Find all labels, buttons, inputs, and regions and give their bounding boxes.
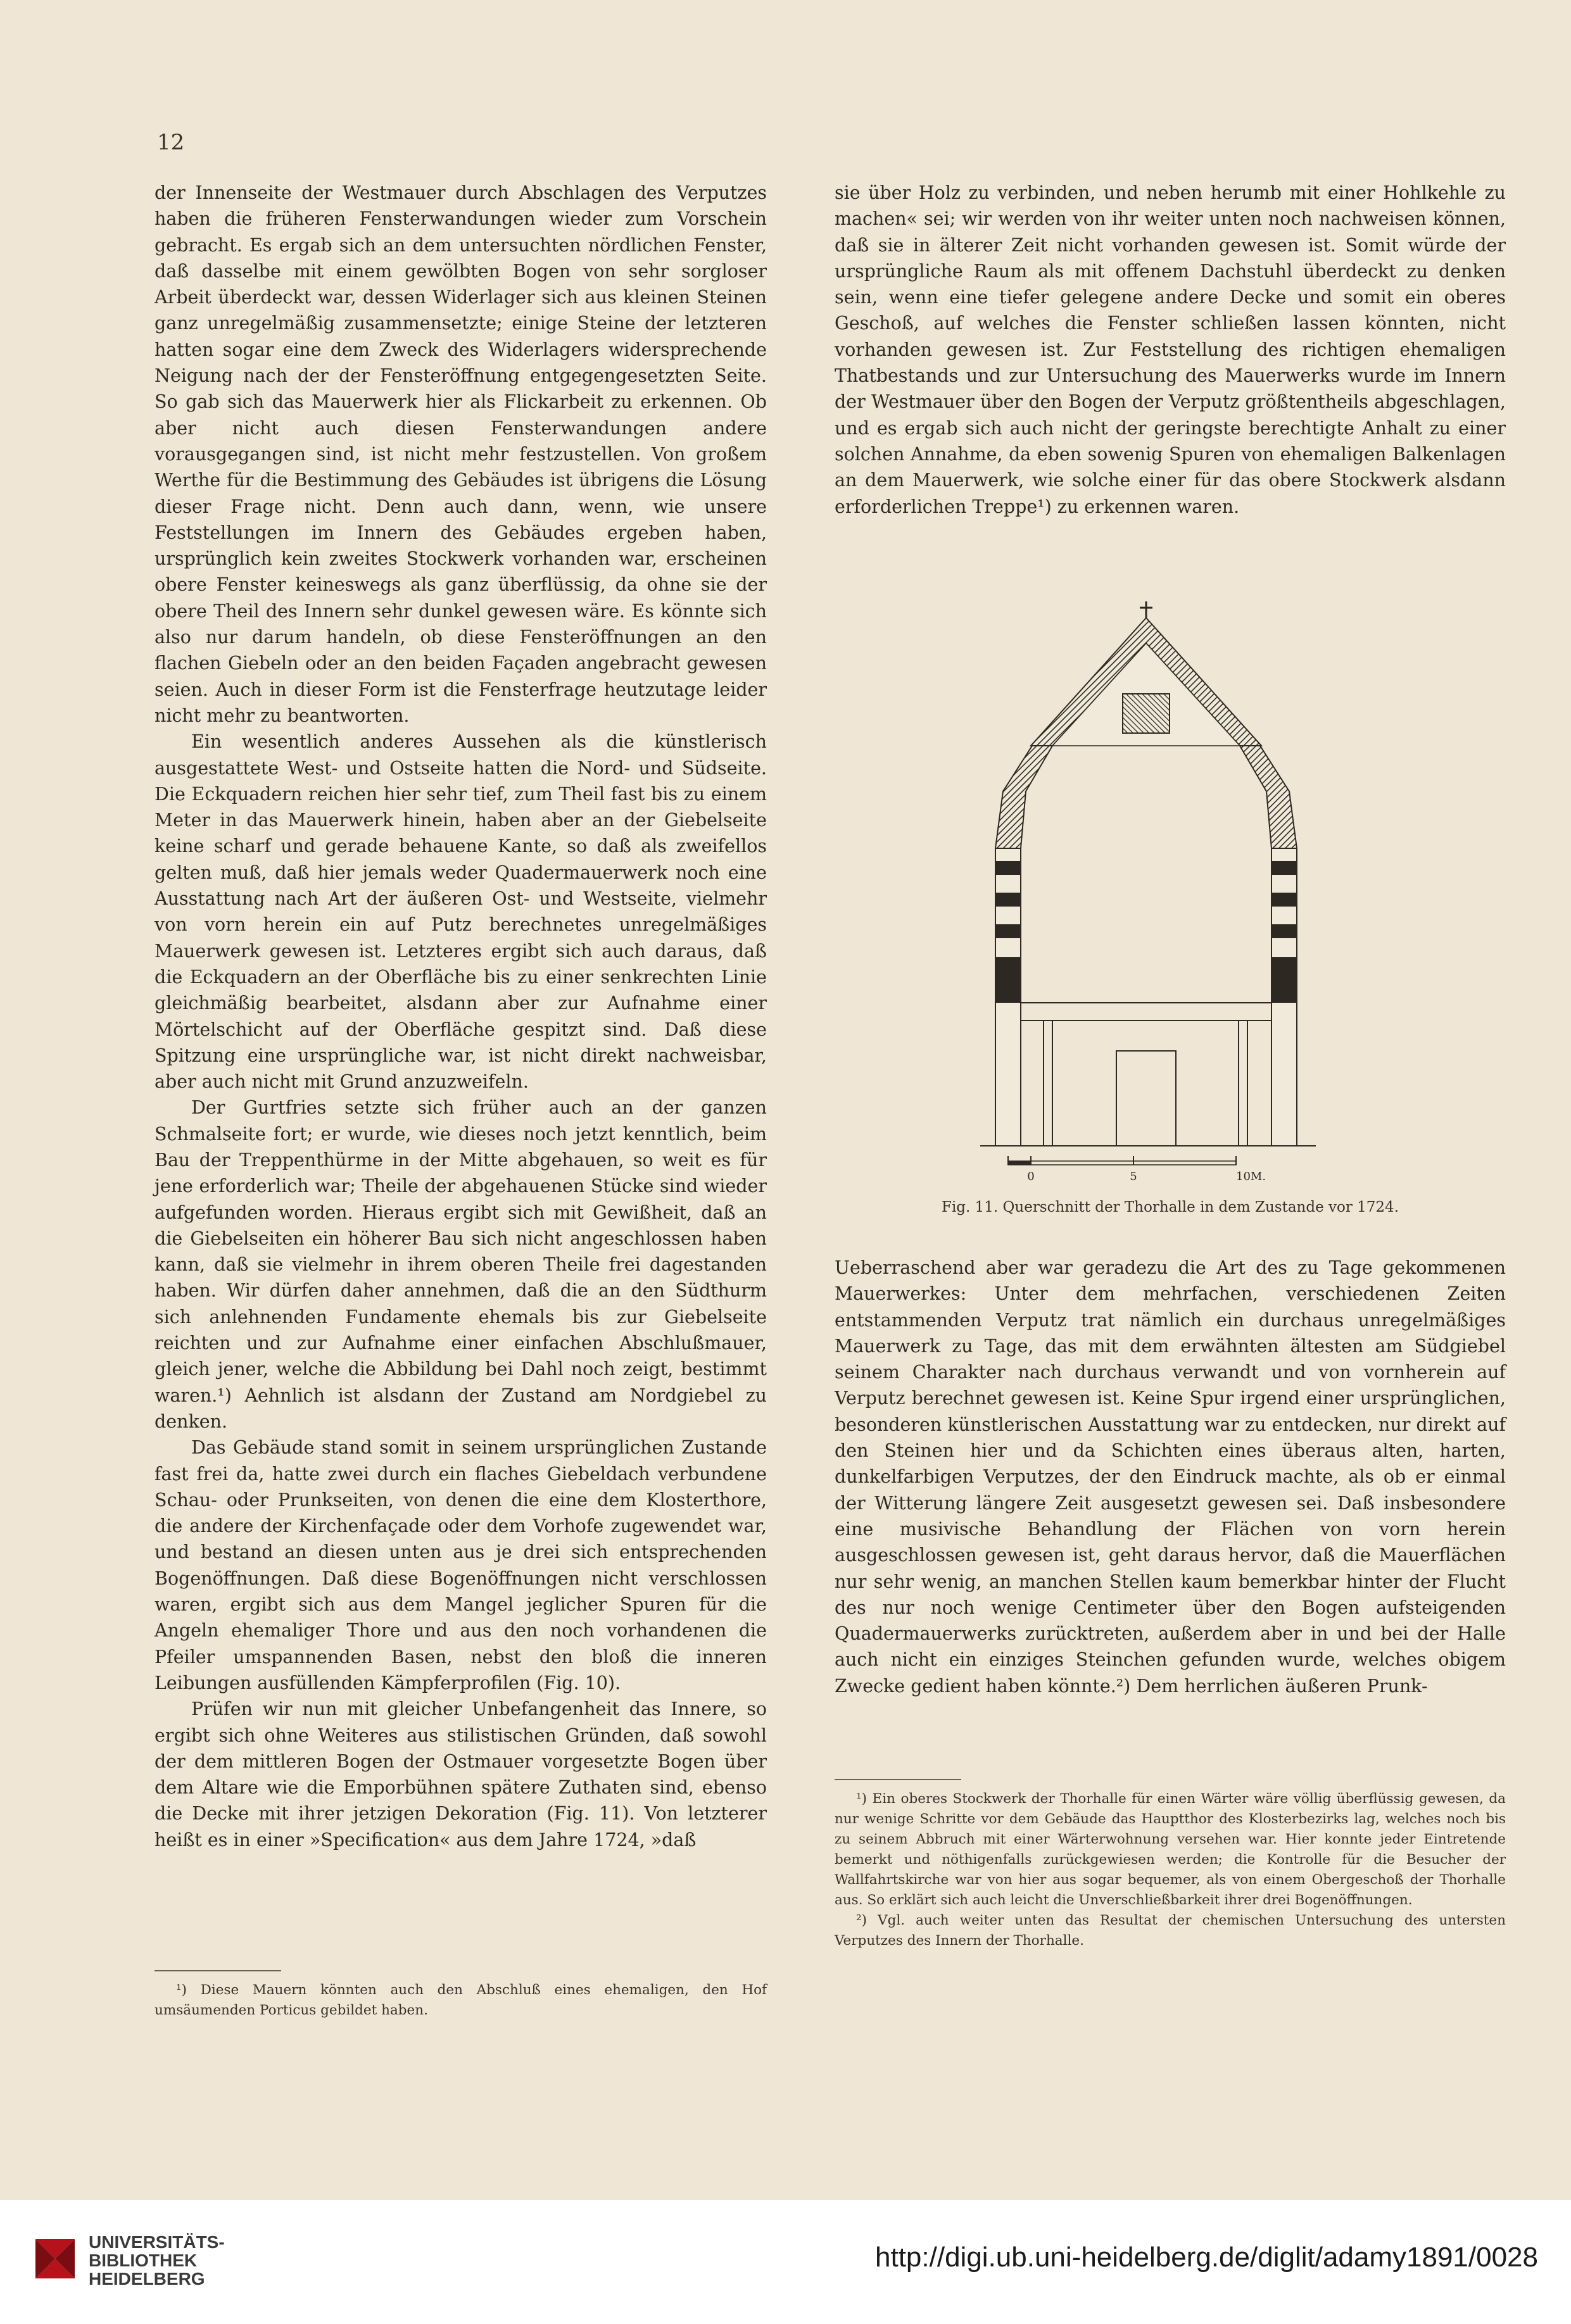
interior-elevation bbox=[980, 1003, 1316, 1146]
footnote-rule bbox=[155, 1970, 281, 1971]
footnote: ¹) Ein oberes Stockwerk der Thorhalle für einen Wärter wäre völlig überflüssig gewesen, da nur wenige Schritte vor dem Gebäude das Hauptthor des Klosterbezirks lag, welches noch bis zu seinem Abbruch mit einer Wärterwohnung versehen war. Hier konnte jeder Eintretende bemerkt und nöthigenfalls zurückgewiesen werden; die Kontrolle für die Besucher der Wallfahrtskirche war von hier aus sogar bequemer, als von einem Obergeschoß der Thorhalle aus. So erklärt sich auch leicht die Unverschließbarkeit ihrer drei Bogenöffnungen. bbox=[835, 1791, 1506, 1908]
scale-label: 10M. bbox=[1236, 1170, 1266, 1183]
right-wall bbox=[1271, 848, 1297, 1146]
library-name: UNIVERSITÄTS- BIBLIOTHEK HEIDELBERG bbox=[89, 2232, 225, 2289]
left-wall bbox=[995, 848, 1021, 1146]
cross-icon bbox=[1140, 601, 1152, 618]
right-footnotes bbox=[835, 1789, 1506, 1951]
left-footnote bbox=[155, 1980, 767, 2021]
scale-bar bbox=[1008, 1156, 1266, 1183]
scale-label: 0 bbox=[1027, 1170, 1035, 1183]
paragraph: der Innenseite der Westmauer durch Abschlagen des Verputzes haben die früheren Fensterwandungen wieder zum Vorschein gebracht. Es ergab sich an dem untersuchten nördlichen Fenster, daß dasselbe mit einem gewölbten Bogen von sehr sorgloser Arbeit überdeckt war, dessen Widerlager sich aus kleinen Steinen ganz unregelmäßig zusammensetzte; einige Steine der letzteren hatten sogar eine dem Zweck des Widerlagers widersprechende Neigung nach der der Fensteröffnung entgegengesetzten Seite. So gab sich das Mauerwerk hier als Flickarbeit zu erkennen. Ob aber nicht auch diesen Fensterwandungen andere vorausgegangen sind, ist nicht mehr festzustellen. Von großem Werthe für die Bestimmung des Gebäudes ist übrigens die Lösung dieser Frage nicht. Denn auch dann, wenn, wie unsere Feststellungen im Innern des Gebäudes ergeben haben, ursprünglich kein zweites Stockwerk vorhanden war, erscheinen obere Fenster keineswegs als ganz überflüssig, da ohne sie der obere Theil des Innern sehr dunkel gewesen wäre. Es könnte sich also nur darum handeln, ob diese Fensteröffnungen an den flachen Giebeln oder an den beiden Façaden angebracht gewesen seien. Auch in dieser Form ist die Fensterfrage heutzutage leider nicht mehr zu beantworten. bbox=[155, 182, 767, 726]
footnote-rule bbox=[835, 1779, 961, 1780]
page-number: 12 bbox=[157, 130, 185, 155]
right-column-top bbox=[835, 180, 1506, 520]
scale-label: 5 bbox=[1130, 1170, 1137, 1183]
library-footer bbox=[0, 2200, 1571, 2324]
paragraph: sie über Holz zu verbinden, und neben herumb mit einer Hohlkehle zu machen« sei; wir werden von ihr weiter unten noch nachweisen können, daß sie in älterer Zeit nicht vorhanden gewesen ist. Somit würde der ursprüngliche Raum als mit offenem Dachstuhl überdeckt zu denken sein, wenn eine tiefer gelegene andere Decke und somit ein oberes Geschoß, auf welches die Fenster schließen lassen könnten, nicht vorhanden gewesen ist. Zur Feststellung des richtigen ehemaligen Thatbestands und zur Untersuchung des Mauerwerks wurde im Innern der Westmauer über den Bogen der Verputz größtentheils abgeschlagen, und es ergab sich auch nicht der geringste berechtigte Anhalt zu einer solchen Annahme, da eben sowenig Spuren von ehemaligen Balkenlagen an dem Mauerwerk, wie solche einer für das obere Stockwerk alsdann erforderlichen Treppe¹) zu erkennen waren. bbox=[835, 182, 1506, 517]
source-url-link[interactable]: http://digi.ub.uni-heidelberg.de/diglit/adamy1891/0028 bbox=[875, 2242, 1538, 2273]
paragraph: Der Gurtfries setzte sich früher auch an der ganzen Schmalseite fort; er wurde, wie dieses noch jetzt kenntlich, beim Bau der Treppenthürme in der Mitte abgehauen, so weit es für jene erforderlich war; Theile der abgehauenen Stücke sind wieder aufgefunden worden. Hieraus ergibt sich mit Gewißheit, daß an die Giebelseiten ein höherer Bau sich nicht angeschlossen haben kann, daß sie vielmehr in ihrem oberen Theile frei dagestanden haben. Wir dürfen daher annehmen, daß die an den Südthurm sich anlehnenden Fundamente ehemals bis zur Giebelseite reichten und zur Aufnahme einer einfachen Abschlußmauer, gleich jener, welche die Abbildung bei Dahl noch zeigt, bestimmt waren.¹) Aehnlich ist alsdann der Zustand am Nordgiebel zu denken. bbox=[155, 1097, 767, 1432]
footnote: ²) Vgl. auch weiter unten das Resultat der chemischen Untersuchung des untersten Verputzes des Innern der Thorhalle. bbox=[835, 1913, 1506, 1949]
paragraph: Prüfen wir nun mit gleicher Unbefangenheit das Innere, so ergibt sich ohne Weiteres aus stilistischen Gründen, daß sowohl der dem mittleren Bogen der Ostmauer vorgesetzte Bogen über dem Altare wie die Emporbühnen spätere Zuthaten sind, ebenso die Decke mit ihrer jetzigen Dekoration (Fig. 11). Von letzterer heißt es in einer »Specification« aus dem Jahre 1724, »daß bbox=[155, 1699, 767, 1850]
university-logo-icon bbox=[33, 2237, 77, 2281]
cross-section-figure bbox=[955, 582, 1347, 1190]
paragraph: Das Gebäude stand somit in seinem ursprünglichen Zustande fast frei da, hatte zwei durch ein flaches Giebeldach verbundene Schau- oder Prunkseiten, von denen die eine dem Klosterthore, die andere der Kirchenfaçade oder dem Vorhofe zugewendet war, und bestand an diesen unten aus je drei sich entsprechenden Bogenöffnungen. Daß diese Bogenöffnungen nicht verschlossen waren, ergibt sich aus dem Mangel jeglicher Spuren für die Angeln ehemaliger Thore und aus den noch vorhandenen die Pfeiler umspannenden Basen, nebst den bloß die inneren Leibungen ausfüllenden Kämpferprofilen (Fig. 10). bbox=[155, 1437, 767, 1693]
gable-window bbox=[1123, 694, 1170, 733]
paragraph: Ueberraschend aber war geradezu die Art des zu Tage gekommenen Mauerwerkes: Unter dem mehrfachen, verschiedenen Zeiten entstammenden Verputz trat nämlich ein durchaus unregelmäßiges Mauerwerk zu Tage, das mit dem erwähnten ältesten am Südgiebel seinem Charakter nach durchaus verwandt und von vornherein auf Verputz berechnet gewesen ist. Keine Spur irgend einer ursprünglichen, besonderen künstlerischen Ausstattung war zu entdecken, nur direkt auf den Steinen hier und da Schichten eines überaus alten, harten, dunkelfarbigen Verputzes, der den Eindruck machte, als ob er einmal der Witterung längere Zeit ausgesetzt gewesen sei. Daß insbesondere eine musivische Behandlung der Flächen von vorn herein ausgeschlossen gewesen ist, geht daraus hervor, daß die Mauerflächen nur sehr wenig, an manchen Stellen kaum bemerkbar hinter der Flucht des nur noch wenige Centimeter über den Bogen aufsteigenden Quadermauerwerks zurücktreten, außerdem aber in und bei der Halle auch nicht ein einziges Steinchen gefunden wurde, welches obigem Zwecke gedient haben könnte.²) Dem herrlichen äußeren Prunk- bbox=[835, 1257, 1506, 1697]
right-column-body bbox=[835, 1255, 1506, 1699]
vault-left bbox=[995, 746, 1052, 848]
figure-caption: Fig. 11. Querschnitt der Thorhalle in dem Zustande vor 1724. bbox=[941, 1199, 1399, 1215]
vault-right bbox=[1240, 746, 1297, 848]
footnote: ¹) Diese Mauern könnten auch den Abschluß eines ehemaligen, den Hof umsäumenden Porticus gebildet haben. bbox=[155, 1982, 767, 2018]
paragraph: Ein wesentlich anderes Aussehen als die künstlerisch ausgestattete West- und Ostseite hatten die Nord- und Südseite. Die Eckquadern reichen hier sehr tief, zum Theil fast bis zu einem Meter in das Mauerwerk hinein, haben aber an der Giebelseite keine scharf und gerade behauene Kante, so daß als zweifellos gelten muß, daß hier jemals weder Quadermauerwerk noch eine Ausstattung nach Art der äußeren Ost- und Westseite, vielmehr von vorn herein ein auf Putz berechnetes unregelmäßiges Mauerwerk gewesen ist. Letzteres ergibt sich auch daraus, daß die Eckquadern an der Oberfläche bis zu einer senkrechten Linie gleichmäßig bearbeitet, alsdann aber zur Aufnahme einer Mörtelschicht auf der Oberfläche gespitzt sind. Daß diese Spitzung eine ursprüngliche war, ist nicht direkt nachweisbar, aber auch nicht mit Grund anzuzweifeln. bbox=[155, 731, 767, 1093]
left-column bbox=[155, 180, 767, 1853]
